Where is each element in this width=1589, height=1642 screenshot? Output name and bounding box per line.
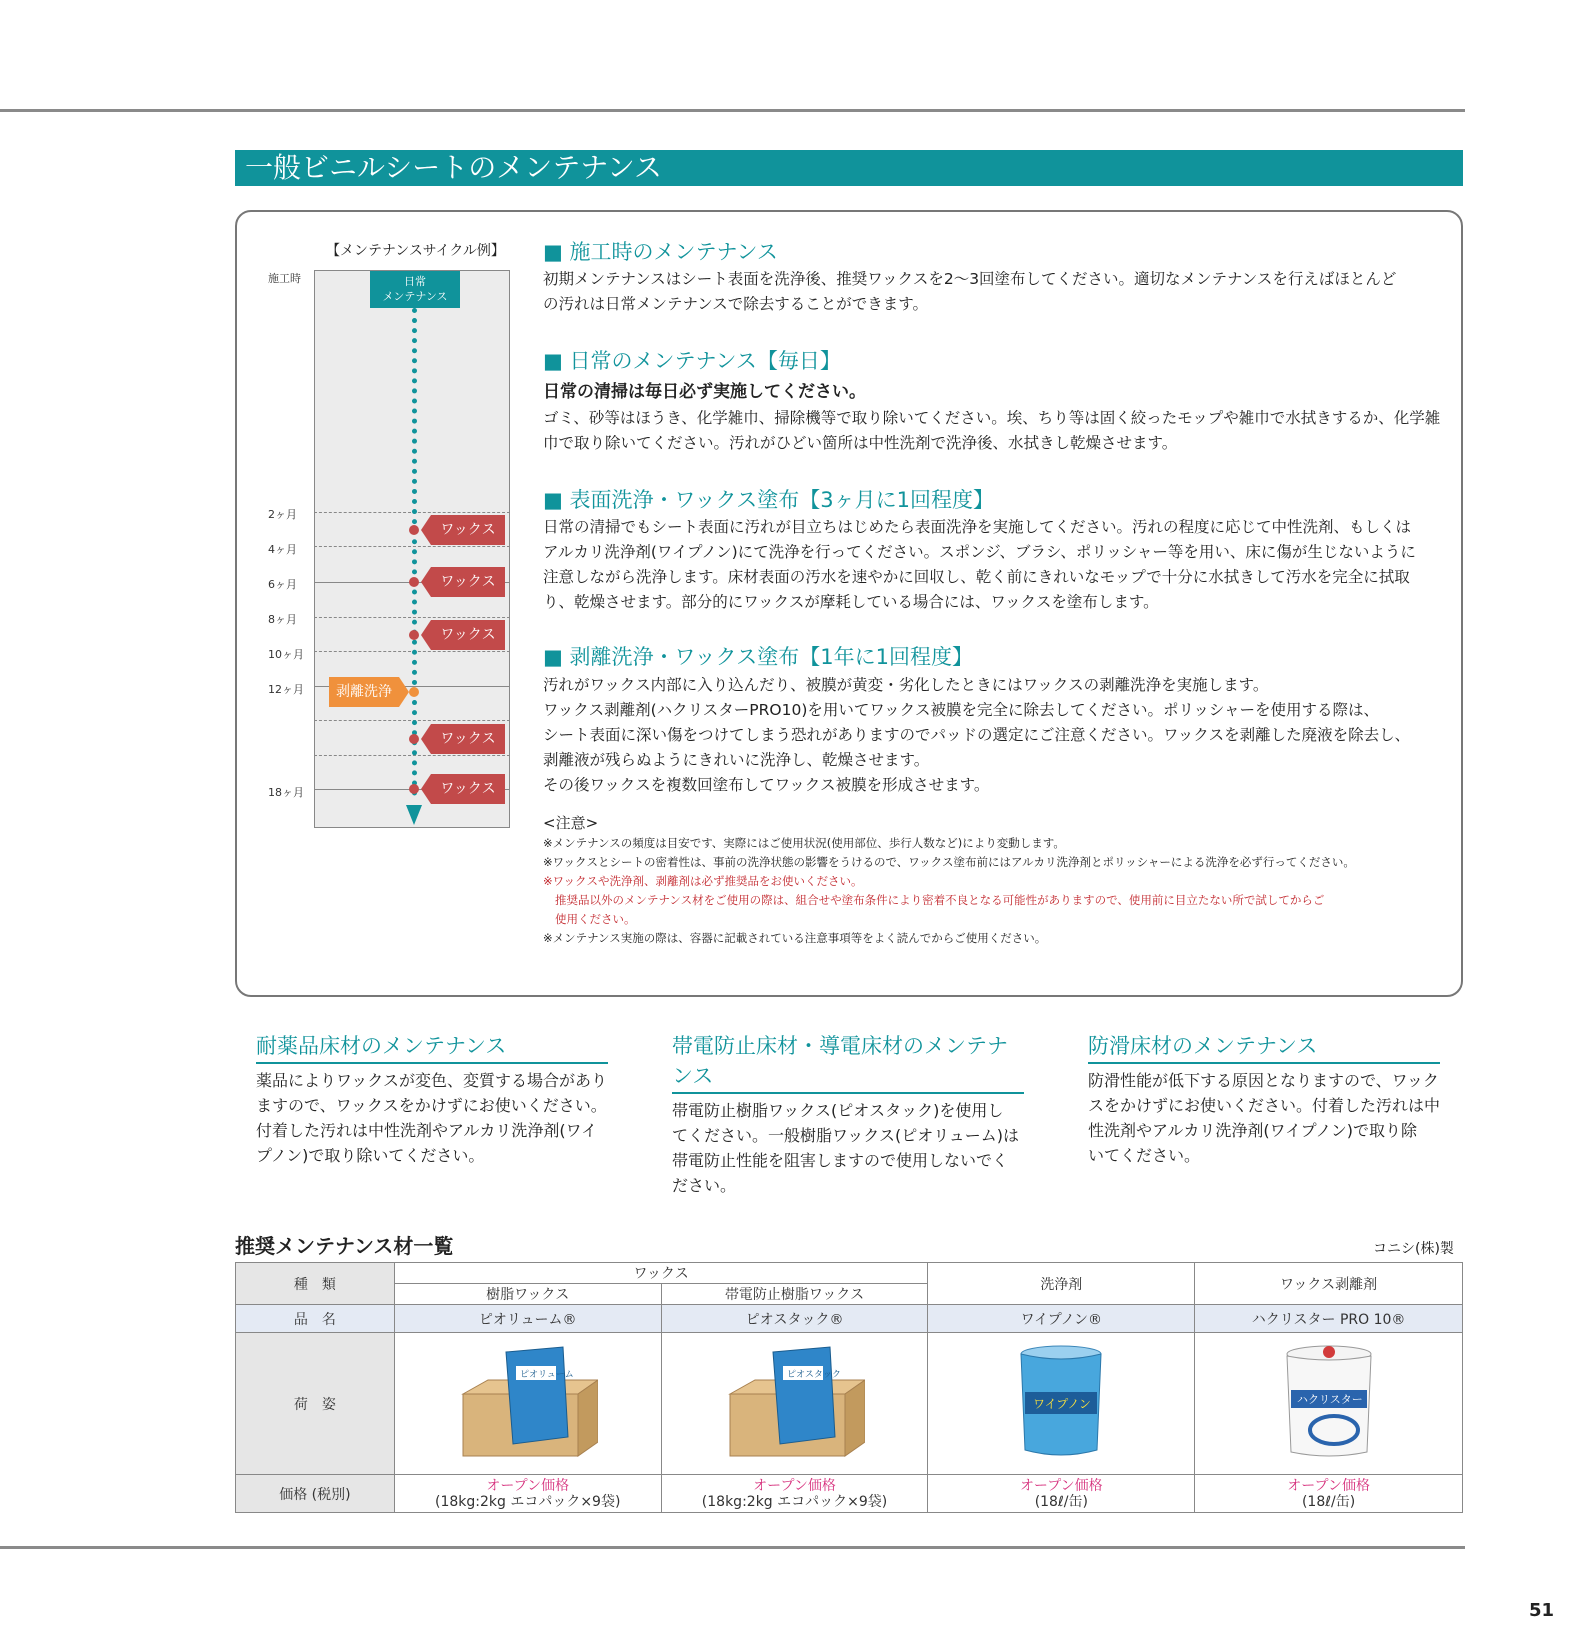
subsection-title: 防滑床材のメンテナンス	[1088, 1030, 1440, 1064]
section-lead: 日常の清掃は毎日必ず実施してください。	[543, 382, 866, 402]
square-bullet-icon: ■	[543, 349, 570, 373]
bag-label: ピオスタック	[786, 1369, 841, 1380]
name-cell: ワイプノン®	[928, 1305, 1195, 1333]
table-title: 推奨メンテナンス材一覧	[235, 1234, 454, 1258]
section-body: 汚れがワックス内部に入り込んだり、被膜が黄変・劣化したときにはワックスの剥離洗浄を実施します。 ワックス剥離剤(ハクリスターPRO10)を用いてワックス被膜を完全に除去してください。ポリッシャーを使用する際は、 シート表面に深い傷をつけてしまう恐れがありますのでパッドの選定にご注意ください。ワックスを剥離した廃液を除去し、 剥離液が残らぬようにきれいに洗浄し、乾燥させます。 その後ワックスを複数回塗布してワックス被膜を形成させます。	[543, 676, 1411, 794]
row-label-kind: 種 類	[236, 1263, 395, 1305]
table-row	[236, 1305, 1463, 1333]
wax-dot	[409, 734, 419, 744]
subsection-body: 帯電防止樹脂ワックス(ピオスタック)を使用し てください。一般樹脂ワックス(ピオリューム)は 帯電防止性能を阻害しますので使用しないでく ださい。	[672, 1101, 1020, 1195]
price-cell: オープン価格 (18ℓ/缶)	[1195, 1475, 1463, 1513]
kind-cell: 洗浄剤	[928, 1263, 1195, 1305]
section-banner: 一般ビニルシートのメンテナンス	[235, 150, 1463, 186]
month-label: 4ヶ月	[268, 543, 297, 556]
wax-bag-box-image	[458, 1342, 598, 1462]
section-heading: ■ 表面洗浄・ワックス塗布【3ヶ月に1回程度】	[543, 488, 994, 512]
row-label-name: 品 名	[236, 1305, 395, 1333]
can-label: ワイプノン	[1033, 1396, 1092, 1411]
group-wax: ワックス	[394, 1263, 928, 1284]
cycle-title: 【メンテナンスサイクル例】	[326, 243, 505, 259]
price-cell: オープン価格 (18kg:2kg エコパック×9袋)	[661, 1475, 928, 1513]
month-label: 8ヶ月	[268, 613, 297, 626]
square-bullet-icon: ■	[543, 488, 570, 512]
wax-dot	[409, 577, 419, 587]
arrow-down-icon	[406, 805, 422, 825]
table-row	[236, 1475, 1463, 1513]
wax-dot	[409, 630, 419, 640]
month-label: 12ヶ月	[268, 683, 304, 696]
notes-title: <注意>	[543, 814, 599, 832]
subsection-antistatic	[672, 1030, 1032, 1198]
subsection-antislip	[1088, 1030, 1448, 1168]
subsection-chemical	[256, 1030, 616, 1168]
subsection-title: 帯電防止床材・導電床材のメンテナンス	[672, 1030, 1024, 1094]
strip-tag: 剥離洗浄	[329, 677, 399, 707]
top-rule	[0, 109, 1465, 112]
subsection-title: 耐薬品床材のメンテナンス	[256, 1030, 608, 1064]
note-warning: 使用ください。	[555, 912, 636, 926]
section-heading: ■ 施工時のメンテナンス	[543, 240, 778, 264]
square-bullet-icon: ■	[543, 645, 570, 669]
name-cell: ハクリスター PRO 10®	[1195, 1305, 1463, 1333]
month-label: 10ヶ月	[268, 648, 304, 661]
bag-label: ピオリューム	[519, 1369, 574, 1380]
bottom-rule	[0, 1546, 1465, 1549]
section-heading: ■ 日常のメンテナンス【毎日】	[543, 349, 841, 373]
daily-line2: メンテナンス	[382, 290, 448, 303]
wax-dot	[409, 784, 419, 794]
pack-cell	[661, 1333, 928, 1475]
cleaner-can-image	[1011, 1342, 1111, 1462]
row-label-price: 価格 (税別)	[236, 1475, 395, 1513]
pack-cell	[394, 1333, 661, 1475]
note-warning: ※ワックスや洗浄剤、剥離剤は必ず推奨品をお使いください。	[543, 874, 863, 888]
price-cell: オープン価格 (18ℓ/缶)	[928, 1475, 1195, 1513]
section-body: 初期メンテナンスはシート表面を洗浄後、推奨ワックスを2〜3回塗布してください。適切なメンテナンスを行えばほとんど の汚れは日常メンテナンスで除去することができます。	[543, 270, 1397, 313]
kind-cell: 樹脂ワックス	[394, 1284, 661, 1305]
strip-dot	[409, 687, 419, 697]
note: ※ワックスとシートの密着性は、事前の洗浄状態の影響をうけるので、ワックス塗布前にはアルカリ洗浄剤とポリッシャーによる洗浄を必ず行ってください。	[543, 855, 1355, 869]
cycle-axis	[412, 308, 417, 796]
name-cell: ピオリューム®	[394, 1305, 661, 1333]
kind-cell: 帯電防止樹脂ワックス	[661, 1284, 928, 1305]
name-cell: ピオスタック®	[661, 1305, 928, 1333]
note: ※メンテナンス実施の際は、容器に記載されている注意事項等をよく読んでからご使用ください。	[543, 931, 1047, 945]
month-label: 2ヶ月	[268, 508, 297, 521]
section-body: ゴミ、砂等はほうき、化学雑巾、掃除機等で取り除いてください。埃、ちり等は固く絞ったモップや雑巾で水拭きするか、化学雑 巾で取り除いてください。汚れがひどい箇所は中性洗剤で洗浄後、水拭きし乾燥させます。	[543, 409, 1441, 452]
note-warning: 推奨品以外のメンテナンス材をご使用の際は、組合せや塗布条件により密着不良となる可能性がありますので、使用前に目立たない所で試してからご	[555, 893, 1325, 907]
subsection-body: 防滑性能が低下する原因となりますので、ワック スをかけずにお使いください。付着した汚れは中 性洗剤やアルカリ洗浄剤(ワイプノン)で取り除 いてください。	[1088, 1071, 1441, 1165]
product-table	[235, 1262, 1463, 1513]
price-cell: オープン価格 (18kg:2kg エコパック×9袋)	[394, 1475, 661, 1513]
note: ※メンテナンスの頻度は目安です、実際にはご使用状況(使用部位、歩行人数など)により変動します。	[543, 836, 1065, 850]
pack-cell	[928, 1333, 1195, 1475]
daily-maintenance-box	[370, 271, 460, 308]
month-label: 6ヶ月	[268, 578, 297, 591]
wax-tag: ワックス	[431, 774, 505, 804]
subsection-body: 薬品によりワックスが変色、変質する場合があり ますので、ワックスをかけずにお使いください。 付着した汚れは中性洗剤やアルカリ洗浄剤(ワイ プノン)で取り除いてください。	[256, 1071, 608, 1165]
table-row	[236, 1263, 1463, 1284]
wax-dot	[409, 525, 419, 535]
notes-list	[543, 834, 1448, 948]
wax-bag-box-image	[725, 1342, 865, 1462]
wax-tag: ワックス	[431, 620, 505, 650]
month-label: 18ヶ月	[268, 786, 304, 799]
page-number: 51	[1529, 1600, 1555, 1621]
table-maker: コニシ(株)製	[1373, 1241, 1454, 1257]
wax-tag: ワックス	[431, 724, 505, 754]
daily-line1: 日常	[404, 275, 426, 288]
row-label-pack: 荷 姿	[236, 1333, 395, 1475]
stripper-pail-image	[1279, 1342, 1379, 1462]
wax-tag: ワックス	[431, 567, 505, 597]
cycle-start-label: 施工時	[268, 272, 301, 285]
kind-cell: ワックス剥離剤	[1195, 1263, 1463, 1305]
wax-tag: ワックス	[431, 515, 505, 545]
square-bullet-icon: ■	[543, 240, 570, 264]
pail-label: ハクリスター	[1296, 1392, 1363, 1406]
section-body: 日常の清掃でもシート表面に汚れが目立ちはじめたら表面洗浄を実施してください。汚れの程度に応じて中性洗剤、もしくは アルカリ洗浄剤(ワイプノン)にて洗浄を行ってください。スポンジ、ブラシ、ポリッシャー等を用い、床に傷が生じないように 注意しながら洗浄します。床材表面の汚水を速やかに回収し、乾く前にきれいなモップで十分に水拭きして汚水を完全に拭取 り、乾燥させます。部分的にワックスが摩耗している場合には、ワックスを塗布します。	[543, 518, 1416, 611]
table-row	[236, 1333, 1463, 1475]
pack-cell	[1195, 1333, 1463, 1475]
section-heading: ■ 剥離洗浄・ワックス塗布【1年に1回程度】	[543, 645, 973, 669]
